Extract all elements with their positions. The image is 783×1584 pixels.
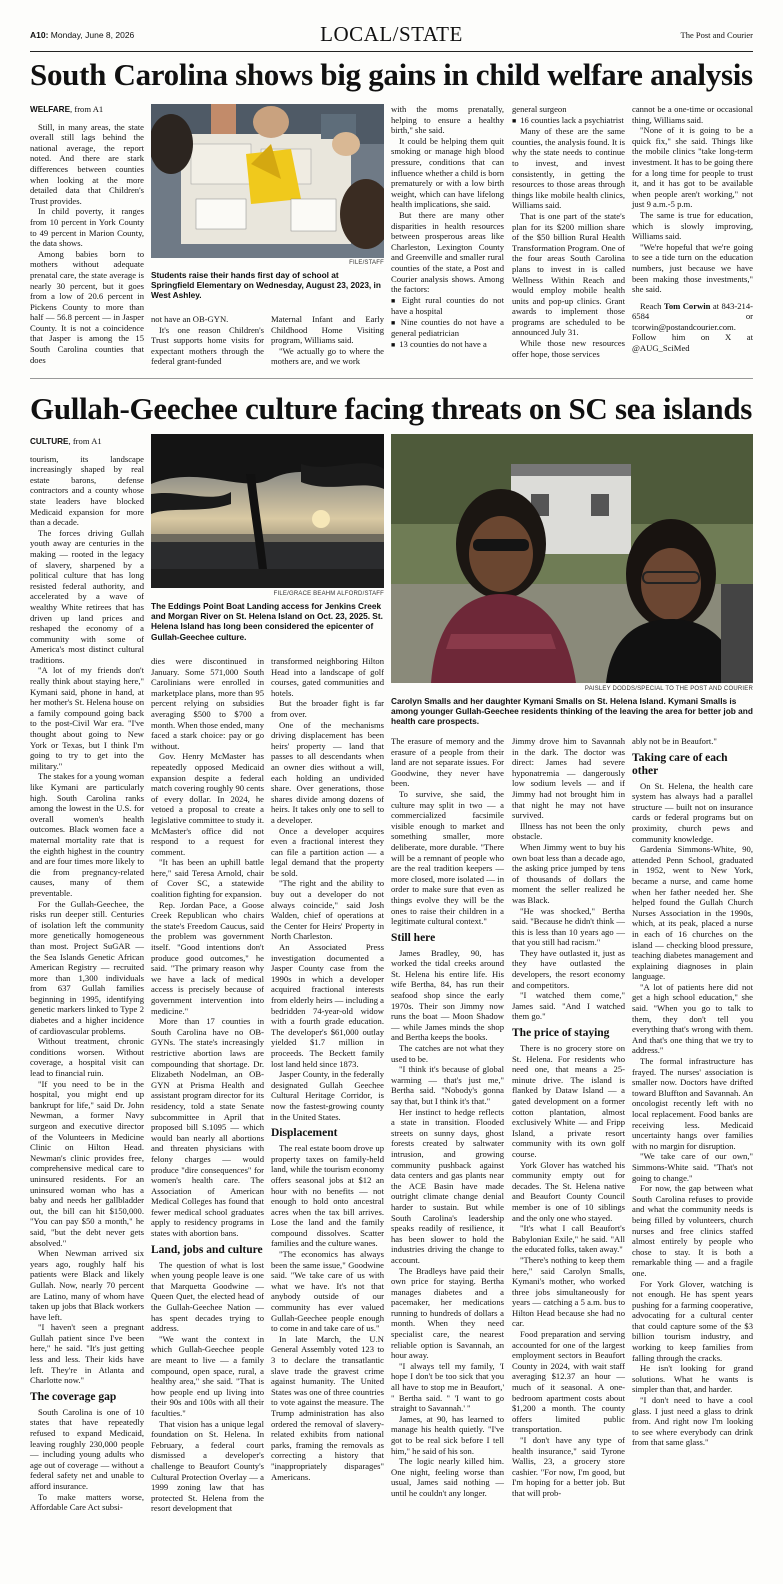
paragraph: They have outlasted it, just as they have outlasted the developers, the resort economy and competitors. — [512, 947, 625, 990]
date: Monday, June 8, 2026 — [48, 30, 135, 40]
masthead — [30, 22, 753, 50]
paragraph: dies were discontinued in January. Some 571,000 South Carolinians were enrolled in marketplace plans, more than 95 percent relying on subsidies averaging $500 to $700 a month. When those ended, many faced a stark choice: pay or go without. — [151, 656, 264, 751]
paragraph: "It has been an uphill battle here," said Teresa Arnold, chair of Cover SC, a statewide coalition fighting for expansion. — [151, 857, 264, 900]
story2-column-6 — [632, 736, 753, 1448]
paragraph: To survive, she said, the culture may split in two — a commercialized facsimile visible enough to market and something smaller, more deliberate, more durable. "There will be a remnant of people who are the real tradition keepers — more closed, more isolated — in order to make sure that even as things evolve they will be the ones to raise their children in a legitimate cultural context." — [391, 788, 504, 927]
contact-details: at 843-214-6584 or tcorwin@postandcourier.com. Follow him on X at @AUG_SciMed — [632, 300, 753, 354]
story1-column-4 — [391, 104, 504, 351]
paragraph: The erasure of memory and the erasure of a people from their land are not separate issues. For Goodwine, they never have been. — [391, 736, 504, 789]
bullet-item: ■ 16 counties lack a psychiatrist — [512, 115, 625, 127]
paragraph: "I always tell my family, 'I hope I don't be too sick that you all have to stop me in Beaufort,' " Bertha said. " 'I want to go straight to Savannah.' " — [391, 1360, 504, 1414]
paragraph: On St. Helena, the health care system has always had a parallel structure — built not on insurance cards or federal programs but on proximity, church pews and community knowledge. — [632, 780, 753, 844]
paragraph: Without treatment, chronic conditions worsen. Without coverage, a hospital visit can lead to financial ruin. — [30, 1036, 144, 1079]
masthead-rule — [30, 51, 753, 52]
story1-jumpline — [30, 104, 144, 116]
paragraph: That is one part of the state's plan for its $200 million share of the $50 billion Rural Health Transformation Program. One of the four areas South Carolina plans to invest in is called Wellness Within Reach and would employ mobile health units and pop-up clinics. Grant awards to implement those programs are scheduled to be announced July 31. — [512, 210, 625, 338]
paragraph: Illness has not been the only obstacle. — [512, 820, 625, 842]
bullet-item: ■ 13 counties do not have a — [391, 339, 504, 351]
author-name: Tom Corwin — [663, 300, 711, 311]
classroom-illustration — [151, 104, 384, 258]
photo1-credit: FILE/STAFF — [349, 260, 384, 266]
story2-column-4 — [391, 736, 504, 1499]
paragraph: "I watched them come," James said. "And I watched them go." — [512, 990, 625, 1022]
story1-column-2 — [151, 314, 264, 367]
jump-label: CULTURE — [30, 437, 69, 446]
paragraph: general surgeon — [512, 104, 567, 114]
paragraph: James, at 90, has learned to manage his health quietly. "I've got to be real sick before I tell him," he said of his son. — [391, 1413, 504, 1456]
paragraph: The Bradleys have paid their own price for staying. Bertha manages diabetes and a pacemaker, her medications running to hundreds of dollars a month. When they need specialist care, the nearest reliable option is Savannah, an hour away. — [391, 1265, 504, 1361]
paragraph: Food preparation and serving accounted for one of the largest employment sectors in Beaufort County in 2024, with wait staff averaging $12.37 an hour — much of it seasonal. A one-bedroom apartment costs about $1,200 a month. The county offers limited public transportation. — [512, 1329, 625, 1435]
paragraph: The same is true for education, which is slowly improving, Williams said. — [632, 209, 753, 242]
story1-headline: South Carolina shows big gains in child welfare analysis — [30, 57, 753, 92]
paragraph: James Bradley, 90, has worked the tidal creeks around St. Helena his entire life. His wife Bertha, 84, has run their seafood shop since the early 1970s. Their son Jimmy now runs the boat — Moon Shadow — while James minds the shop and Bertha keeps the books. — [391, 947, 504, 1043]
photo3-caption: Carolyn Smalls and her daughter Kymani Smalls on St. Helena Island. Kymani Smalls is among younger Gullah-Geechee residents thinking of the leaving the area for better job and health care prospects. — [391, 696, 753, 727]
paragraph: But the broader fight is far from over. — [271, 698, 384, 719]
paragraph: "If you need to be in the hospital, you might end up bankrupt for life," said Dr. John Newman, a former Navy surgeon and executive director of the Volunteers in Medicine Clinic on Hilton Head. Newman's clinic provides free, comprehensive medical care to uninsured residents. For an uninsured woman who has a baby and needs her gallbladder out, the bill can hit $150,000. "You can pay $50 a month," he said, "but the debt never gets absolved." — [30, 1078, 144, 1248]
paragraph: Jasper County, in the federally designated Gullah Geechee Cultural Heritage Corridor, is now the fastest-growing county in the United States. — [271, 1069, 384, 1122]
paragraph: That vision has a unique legal foundation on St. Helena. In February, a federal court dismissed a developer's challenge to Beaufort County's Cultural Protection Overlay — a 1999 zoning law that has protected St. Helena from the resort development that — [151, 1418, 264, 1514]
paragraph: An Associated Press investigation documented a Jasper County case from the 1990s in which a developer acquired fractional interests from elderly heirs — including a bedridden 74-year-old widow with a fourth grade education. The developer's $61,000 outlay yielded $1.7 million in proceeds. The Beckett family lost land held since 1873. — [271, 942, 384, 1069]
paragraph: Her instinct to hedge reflects a state in transition. Flooded streets on sunny days, ghost forests created by saltwater intrusion, and growing community pushback against data centers and gas plants near the ACE Basin have made outright climate change denial harder to sustain. But while South Carolina's leadership speaks readily of resilience, it has been slower to hold the industries driving the change to account. — [391, 1106, 504, 1265]
paragraph: "The right and the ability to buy out a developer do not always coincide," said Josh Walden, chief of operations at the Center for Heirs' Property in North Charleston. — [271, 878, 384, 942]
contact-line — [632, 301, 753, 354]
subhead-taking-care: Taking care of each other — [632, 751, 728, 777]
story1-column-1 — [30, 104, 144, 365]
jump-from: , from A1 — [68, 436, 102, 446]
paragraph: "None of it is going to be a quick fix," she said. Things like the mobile clinics "take long-term investment. It has to be going there for a long time for people to trust it, and it has got to be available when people aren't working," not just 9 a.m.-5 p.m. — [632, 125, 754, 210]
paragraph: Still, in many areas, the state overall still lags behind the national average, the report noted. And there are stark differences between counties when looking at the more detailed data that Children's Trust provides. — [30, 121, 144, 206]
paragraph: But there are many other disparities in health resources between prosperous areas like Charleston, Lexington County and Greenville and smaller rural counties of the state, a Post and Courier analysis shows. Among the factors: — [391, 209, 504, 295]
paragraph: Gov. Henry McMaster has repeatedly opposed Medicaid expansion despite a federal match covering roughly 90 cents of every dollar. In 2024, he vetoed a proposal to create a legislative committee to study it. McMaster's office did not respond to a request for comment. — [151, 751, 264, 857]
paragraph: Many of these are the same counties, the analysis found. It is why the state needs to continue to invest, and invest consistently, in getting the resources to those areas through things like mobile health clinics, Williams said. — [512, 126, 625, 211]
paragraph: "I don't need to have a cool glass. I just need a glass to drink from. And right now I'm looking to see where everybody can drink from that same glass." — [632, 1395, 753, 1448]
classroom-photo — [151, 104, 384, 258]
paragraph: The real estate boom drove up property taxes on family-held land, while the tourism economy offers seasonal jobs at $12 an hour with no benefits — not enough to hold onto ancestral acres when the tax bill arrives. Lose the land and the family compound dissolves. Scatter families and the culture wanes. — [271, 1143, 384, 1249]
paragraph: "A lot of my friends don't really think about staying here," Kymani said, phone in hand, at her mother's St. Helena house on a family compound going back to the post-Civil War era. "I've thought about going to New York or Texas, but I think I'm going to try to get into the military." — [30, 665, 144, 771]
story2-headline: Gullah-Geechee culture facing threats on SC sea islands — [30, 391, 753, 426]
paragraph: "We're hopeful that we're going to see a tide turn on the education numbers, just because we have been making those investments," she said. — [632, 241, 753, 295]
paragraph: He isn't looking for grand solutions. What he wants is simpler than that, and harder. — [632, 1363, 753, 1395]
story2-jumpline — [30, 436, 144, 448]
bullet-item: ■ Eight rural counties do not have a hospital — [391, 295, 504, 317]
paragraph: When Newman arrived six years ago, roughly half his patients were Black and likely Gullah. Now, nearly 70 percent are Latino, many of whom have taken up jobs that Black workers have left. — [30, 1248, 144, 1322]
paragraph: While those new resources offer hope, those services — [512, 338, 625, 359]
paragraph: The forces driving Gullah youth away are centuries in the making — rooted in the legacy of slavery, sharpened by a political culture that has long resisted federal authority, and accelerated by a wave of wealthy White retirees that has driven up land prices and reshaped the economy of a community with some of America's most distinct cultural traditions. — [30, 527, 144, 665]
story2-column-5 — [512, 736, 625, 1499]
paragraph: For now, the gap between what South Carolina refuses to provide and what the community needs is being filled by volunteers, church nurses and free clinics staffed almost entirely by people who chose to stay. It is both a remarkable thing — and a fragile one. — [632, 1183, 753, 1278]
portrait-illustration — [391, 434, 753, 683]
paragraph: The question of what is lost when young people leave is one that Marquetta Goodwine — Queen Quet, the elected head of the Gullah-Geechee Nation — has spent decades trying to address. — [151, 1259, 264, 1334]
contact-lead: Reach — [640, 300, 664, 311]
story2-column-3 — [271, 656, 384, 1482]
paper-name: The Post and Courier — [680, 30, 753, 40]
bullet-item: ■ Nine counties do not have a general pediatrician — [391, 317, 504, 339]
subhead-displacement: Displacement — [271, 1127, 338, 1140]
story2-column-1 — [30, 436, 144, 1513]
paragraph: The formal infrastructure has frayed. The nurses' association is smaller now. Doctors have drifted toward Bluffton and Savannah. An oncologist recently left with no local replacement. Food banks are receiving less. Medicaid uncertainty hangs over families with no margin for disruption. — [632, 1056, 753, 1151]
paragraph: When Jimmy went to buy his own boat less than a decade ago, the asking price jumped by tens of thousands of dollars the moment the seller realized he was Black. — [512, 841, 625, 905]
paragraph: ably not be in Beaufort." — [632, 736, 717, 746]
paragraph: In child poverty, it ranges from 10 percent in York County to 49 percent in Marion County, the data shows. — [30, 206, 144, 249]
paragraph: The stakes for a young woman like Kymani are particularly high. South Carolina ranks among the lowest in the U.S. for overall women's health outcomes. Black women face a maternal mortality rate that is the eighth highest in the country and are four times more likely to die from pregnancy-related causes, many of them preventable. — [30, 771, 144, 898]
photo2-caption: The Eddings Point Boat Landing access for Jenkins Creek and Morgan River on St. Helena Island on Oct. 23, 2025. St. Helena Island has long been considered the epicenter of Gullah-Geechee culture. — [151, 601, 383, 642]
paragraph: cannot be a one-time or occasional thing, Williams said. — [632, 104, 753, 125]
subhead-coverage-gap: The coverage gap — [30, 1390, 117, 1403]
story2-column-2 — [151, 656, 264, 1514]
jump-from: , from A1 — [70, 104, 104, 114]
subhead-still-here: Still here — [391, 931, 436, 944]
paragraph: For York Glover, watching is not enough. He has spent years pushing for a farming cooperative, advocating for a cultural center that could capture some of the $3 billion tourism industry, and working to keep families from falling through the cracks. — [632, 1278, 753, 1363]
paragraph: "It's what I call Beaufort's Babylonian Exile," he said. "All the educated folks, taken away." — [512, 1223, 625, 1255]
paragraph: "There's nothing to keep them here," said Carolyn Smalls, Kymani's mother, who worked three jobs simultaneously for years — catching a 5 a.m. bus to Hilton Head because she had no car. — [512, 1254, 625, 1329]
paragraph: Gardenia Simmons-White, 90, attended Penn School, graduated in 1952, went to New York, became a nurse, and came home when her father needed her. She helped found the Gullah Church Nurses Association in the 1990s, which, at its peak, placed a nurse in each of 16 churches on the island — checking blood pressure, teaching diabetes management and explaining diagnoses in plain language. — [632, 844, 753, 982]
photo1-caption: Students raise their hands first day of school at Springfield Elementary on Wednesday, August 23, 2023, in West Ashley. — [151, 270, 381, 301]
paragraph: One of the mechanisms driving displacement has been heirs' property — land that passes to all descendants when an owner dies without a will, each holding an undivided share. Over generations, those shares divide among dozens of heirs. It takes only one to sell to a developer. — [271, 719, 384, 825]
paragraph: not have an OB-GYN. — [151, 314, 229, 324]
photo2-credit: FILE/GRACE BEAHM ALFORD/STAFF — [273, 591, 384, 597]
paragraph: Jimmy drove him to Savannah in the dark. The doctor was direct: James had severe hyponatremia — dangerously low sodium levels — and if Jimmy had not brought him in that night he may not have survived. — [512, 736, 625, 821]
paragraph: "A lot of patients here did not get a high school education," she said. "When you go to talk to them, they don't tell you everything that's wrong with them. And that's one thing that we try to address." — [632, 981, 753, 1056]
paragraph: Once a developer acquires even a fractional interest they can file a partition action — a legal demand that the property be sold. — [271, 825, 384, 878]
paragraph: The logic nearly killed him. One night, feeling worse than usual, James said nothing — until he couldn't any longer. — [391, 1456, 504, 1498]
paragraph: There is no grocery store on St. Helena. For residents who need one, that means a 25-minute drive. The island is flanked by Dataw Island — a gated development on a former cotton plantation, almost exclusively White — and Fripp Island, a private resort community with its own golf course. — [512, 1043, 625, 1159]
section-title: LOCAL/STATE — [320, 22, 463, 46]
paragraph: It could be helping them quit smoking or manage high blood pressure, conditions that can influence whether a child is born prematurely or with a low birth weight, which can have lifelong health implications, she said. — [391, 135, 504, 210]
sunset-landscape-illustration — [151, 434, 384, 588]
paragraph: The catches are not what they used to be. — [391, 1043, 504, 1064]
paragraph: "The economics has always been the same issue," Goodwine said. "We take care of us with what we have. It's not that anybody outside of our community has ever valued Gullah-Geechee people enough to come in and take care of us." — [271, 1249, 384, 1334]
paragraph: It's one reason Children's Trust supports home visits for expectant mothers through the federal grant-funded — [151, 324, 264, 367]
story-divider — [30, 378, 753, 379]
paragraph: In late March, the U.N General Assembly voted 123 to 3 to declare the transatlantic slave trade the gravest crime against humanity. The United States was one of three countries to vote against the measure. The Trump administration has also ordered the removal of slavery-related exhibits from national parks, framing the removals as correcting a history that "inappropriately disparages" Americans. — [271, 1333, 384, 1482]
story1-column-5 — [512, 104, 625, 359]
paragraph: For the Gullah-Geechee, the risks run deeper still. Centuries of isolation left the community more genetically homogeneous than most. Project SuGAR — the Sea Islands Genetic African American Registry — recruited more than 1,300 individuals from 637 Gullah families beginning in 1995, identifying genetic markers linked to Type 2 diabetes and a higher incidence of cardiovascular problems. — [30, 898, 144, 1036]
paragraph: "I don't have any type of health insurance," said Tyrone Wallis, 23, a grocery store cashier. "For now, I'm good, but I'm hoping for a better job. But that will prob- — [512, 1435, 625, 1498]
page-number: A10: — [30, 30, 49, 40]
paragraph: Among babies born to mothers without adequate prenatal care, the state average is nearly 30 percent, but it goes from a low of 20.6 percent in Pickens County to more than half — 56.8 percent — in Jasper County. It is not a coincidence that Jasper is among the 15 South Carolina counties that does — [30, 248, 144, 365]
paragraph: To make matters worse, Affordable Care Act subsi- — [30, 1491, 144, 1513]
subhead-price-of-staying: The price of staying — [512, 1027, 610, 1040]
paragraph: South Carolina is one of 10 states that have repeatedly refused to expand Medicaid, leaving roughly 230,000 people — including young adults who age out of coverage — without a federal safety net and unable to afford insurance. — [30, 1406, 144, 1491]
paragraph: More than 17 counties in South Carolina have no OB-GYNs. The state's increasingly restrictive abortion laws are compounding that shortage. Dr. Elizabeth Nodelman, an OB-GYN at Prisma Health and assistant program director for its residency, told a state Senate subcommittee in April that proposed bill S.1095 — which would ban nearly all abortions and threaten physicians with felony charges — would produce "dire consequences" for women's health care. The Association of American Medical Colleges has found that fewer medical school graduates apply to residency programs in states with abortion bans. — [151, 1016, 264, 1239]
subhead-land-jobs: Land, jobs and culture — [151, 1243, 263, 1256]
paragraph: "He was shocked," Bertha said. "Because he didn't think — this is less than 10 years ago — that you still had racism." — [512, 905, 625, 948]
paragraph: transformed neighboring Hilton Head into a landscape of golf courses, gated communities and hotels. — [271, 656, 384, 698]
paragraph: Rep. Jordan Pace, a Goose Creek Republican who chairs the state's Freedom Caucus, said the problem was government itself. "Good intentions don't produce good outcomes," he said. "The primary reason why we have a lack of medical access is precisely because of government intervention into medicine." — [151, 899, 264, 1016]
smalls-portrait-photo — [391, 434, 753, 683]
paragraph: "I haven't seen a pregnant Gullah patient since I've been here," he said. "It's just getting less and less. Their kids have left. They're in Atlanta and Charlotte now." — [30, 1322, 144, 1386]
photo3-credit: PAISLEY DODDS/SPECIAL TO THE POST AND COURIER — [584, 686, 753, 692]
paragraph: with the moms prenatally, helping to ensure a healthy birth," she said. — [391, 104, 504, 136]
paragraph: "We actually go to where the mothers are, and we work — [271, 345, 384, 367]
paragraph: "I think it's because of global warming — that's just me," Bertha said. "Nobody's gonna say that, but I think it's that." — [391, 1064, 504, 1106]
story1-column-3 — [271, 314, 384, 367]
jump-label: WELFARE — [30, 105, 71, 114]
paragraph: York Glover has watched his community empty out for decades. The St. Helena native and Beaufort County Council member is one of 10 siblings and the only one who stayed. — [512, 1159, 625, 1223]
paragraph: Maternal Infant and Early Childhood Home Visiting program, Williams said. — [271, 314, 384, 346]
story1-column-6 — [632, 104, 753, 354]
paragraph: "We take care of our own," Simmons-White said. "That's not going to change." — [632, 1151, 753, 1183]
paragraph: "We want the context in which Gullah-Geechee people are meant to live — a family compound, open space, rural, a healthy area," she said. "That is how people end up living into their 90s and 100s with all their faculties." — [151, 1333, 264, 1418]
paragraph: tourism, its landscape increasingly shaped by real estate barons, defense contractors and a county whose state leaders have blocked Medicaid expansion for more than a decade. — [30, 453, 144, 528]
boat-landing-photo — [151, 434, 384, 588]
